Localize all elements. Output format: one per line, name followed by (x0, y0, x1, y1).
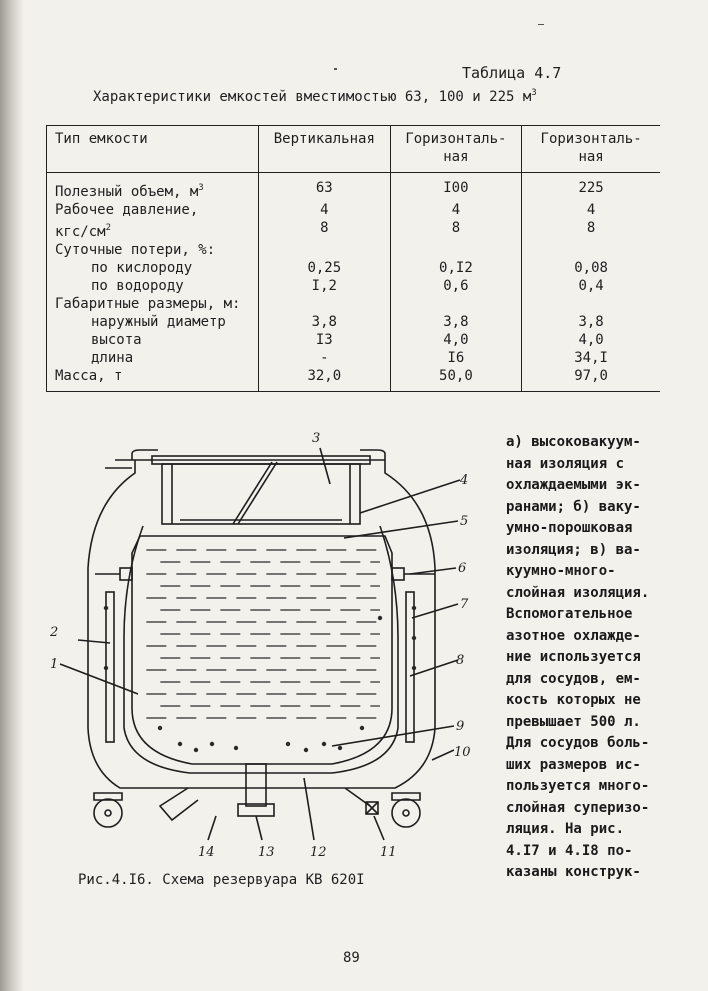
insulation-dot (104, 666, 108, 670)
side-text-line: а) высоковакуум- (506, 434, 641, 450)
table-value: - (259, 349, 391, 367)
insulation-dot (158, 726, 162, 730)
side-text-line: казаны конструк- (506, 864, 641, 880)
table-row (47, 295, 661, 313)
table-row (47, 241, 661, 259)
table-value (522, 241, 660, 259)
side-text-line: изоляция; в) ва- (506, 541, 641, 558)
callout-number: 9 (456, 719, 465, 734)
insulation-dot (338, 746, 342, 750)
table-header-cell: Горизонталь- ная (390, 126, 522, 173)
callout-number: 8 (456, 653, 465, 668)
row-label: высота (47, 331, 259, 349)
table-row (47, 201, 661, 219)
print-speck (538, 24, 544, 25)
table-value (390, 241, 522, 259)
table-row (47, 277, 661, 295)
insulation-dot (210, 742, 214, 746)
side-text-line: 4.I7 и 4.I8 по- (506, 842, 633, 859)
table-header-cell: Горизонталь- ная (522, 126, 660, 173)
side-text-line: для сосудов, ем- (506, 670, 641, 687)
side-text-line: ная изоляция с (506, 455, 625, 472)
table-header-cell: Вертикальная (259, 126, 391, 173)
side-text-line: Вспомогательное (506, 606, 633, 622)
table-value: 0,6 (390, 277, 522, 295)
side-text-line: слойная суперизо- (506, 799, 650, 816)
table-value: 4,0 (390, 331, 522, 349)
figure-caption: Рис.4.I6. Схема резервуара КВ 620I (78, 872, 365, 888)
table-value: I00 (390, 173, 522, 202)
tank-diagram (40, 428, 490, 868)
side-text-line: ляция. На рис. (506, 821, 625, 837)
insulation-dot (286, 742, 290, 746)
callout-number: 13 (258, 845, 275, 860)
insulation-dot (194, 748, 198, 752)
insulation-dot (412, 606, 416, 610)
side-text-line: умно-порошковая (506, 520, 633, 536)
table-value: 32,0 (259, 367, 391, 392)
table-header-cell: Тип емкости (47, 126, 259, 173)
table-row (47, 219, 661, 241)
insulation-dot (412, 636, 416, 640)
callout-number: 1 (50, 657, 59, 672)
table-value: 4 (522, 201, 660, 219)
insulation-dot (104, 606, 108, 610)
table-caption: Характеристики емкостей вместимостью 63, 100 и 225 $м^3$ (93, 88, 537, 105)
callout-number: 5 (460, 514, 469, 529)
table-value: 225 (522, 173, 660, 202)
side-text-line: кость которых не (506, 692, 641, 708)
table-value: 8 (522, 219, 660, 241)
row-label: Масса, т (47, 367, 259, 392)
table-value: 3,8 (259, 313, 391, 331)
table-row (47, 173, 661, 202)
row-label: Габаритные размеры, м: (47, 295, 259, 313)
table-row (47, 259, 661, 277)
table-value: 3,8 (390, 313, 522, 331)
side-text-line: ших размеров ис- (506, 756, 641, 773)
print-speck (334, 68, 337, 70)
insulation-dot (322, 742, 326, 746)
table-value: 0,08 (522, 259, 660, 277)
row-label: Суточные потери, %: (47, 241, 259, 259)
side-text-line: куумно-много- (506, 563, 616, 579)
callout-number: 3 (312, 431, 321, 446)
table-value: 0,25 (259, 259, 391, 277)
callout-number: 2 (50, 625, 59, 640)
insulation-dot (304, 748, 308, 752)
table-value: 50,0 (390, 367, 522, 392)
side-text-line: слойная изоляция. (506, 584, 650, 601)
side-text-line: охлаждаемыми эк- (506, 477, 641, 493)
table-value: 8 (390, 219, 522, 241)
insulation-dot (412, 666, 416, 670)
row-label: по водороду (47, 277, 259, 295)
row-label: Полезный объем, $м^3$ (47, 173, 259, 202)
table-value: 34,I (522, 349, 660, 367)
row-label: кгс/$см^2$ (47, 219, 259, 241)
specifications-table (46, 125, 660, 392)
callout-number: 12 (310, 845, 327, 860)
table-value: 0,I2 (390, 259, 522, 277)
table-row (47, 331, 661, 349)
side-text-line: азотное охлажде- (506, 627, 641, 644)
table-value: 4,0 (522, 331, 660, 349)
table-row (47, 313, 661, 331)
page-number: 89 (343, 950, 360, 966)
side-text-line: превышает 500 л. (506, 713, 641, 730)
table-value: I6 (390, 349, 522, 367)
table-value: 3,8 (522, 313, 660, 331)
table-value: 63 (259, 173, 391, 202)
table-value (259, 241, 391, 259)
table-row (47, 367, 661, 392)
table-value: 8 (259, 219, 391, 241)
insulation-dot (178, 742, 182, 746)
row-label: Рабочее давление, (47, 201, 259, 219)
insulation-dot (360, 726, 364, 730)
row-label: наружный диаметр (47, 313, 259, 331)
table-value: I3 (259, 331, 391, 349)
insulation-dot (234, 746, 238, 750)
side-text-line: ние используется (506, 649, 641, 665)
table-value: 0,4 (522, 277, 660, 295)
callout-number: 4 (460, 473, 469, 488)
table-value (390, 295, 522, 313)
table-row (47, 349, 661, 367)
page-edge-shadow (0, 0, 24, 991)
insulation-dot (378, 616, 382, 620)
table-value: 4 (259, 201, 391, 219)
callout-number: 11 (380, 845, 397, 860)
callout-number: 7 (460, 597, 469, 612)
table-value: I,2 (259, 277, 391, 295)
callout-number: 10 (454, 745, 471, 760)
table-value (522, 295, 660, 313)
row-label: длина (47, 349, 259, 367)
side-text-line: пользуется много- (506, 778, 650, 794)
table-value: 97,0 (522, 367, 660, 392)
table-number: Таблица 4.7 (462, 64, 562, 82)
callout-number: 6 (458, 561, 467, 576)
callout-number: 14 (198, 845, 215, 860)
side-text-line: ранами; б) ваку- (506, 498, 641, 515)
row-label: по кислороду (47, 259, 259, 277)
table-value: 4 (390, 201, 522, 219)
table-value (259, 295, 391, 313)
side-text-line: Для сосудов боль- (506, 735, 650, 751)
side-paragraph (506, 432, 696, 884)
